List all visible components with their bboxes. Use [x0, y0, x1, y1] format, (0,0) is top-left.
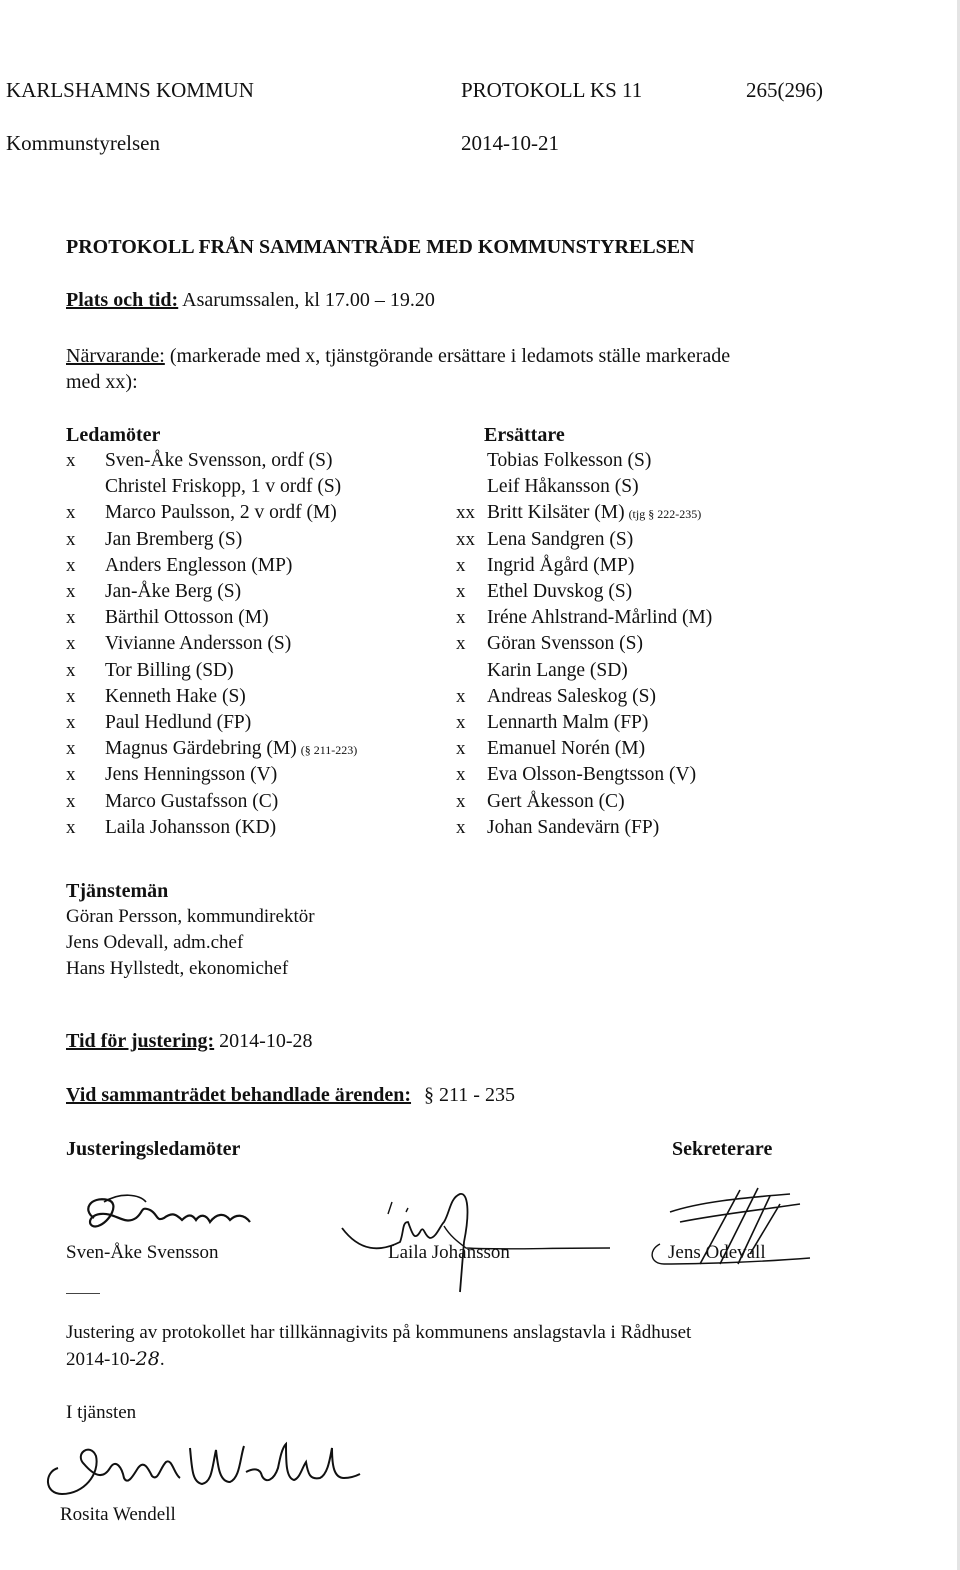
attendance-mark: x [456, 581, 466, 602]
attendee-row [487, 529, 633, 551]
attendee-name: Kenneth Hake (S) [105, 686, 246, 707]
official-name: Rosita Wendell [60, 1504, 176, 1525]
in-service-label: I tjänsten [66, 1402, 137, 1423]
attendee-row [105, 502, 337, 524]
adjusters-heading: Justeringsledamöter [66, 1138, 241, 1160]
page-number: 265(296) [746, 78, 823, 102]
attendee-name: Eva Olsson-Bengtsson (V) [487, 764, 697, 785]
attendee-name: Gert Åkesson (C) [487, 791, 625, 812]
official-row: Hans Hyllstedt, ekonomichef [66, 958, 289, 979]
adjust-time-line [66, 1030, 312, 1053]
notice-date-prefix: 2014-10- [66, 1349, 136, 1370]
attendance-mark: x [66, 450, 76, 471]
attendee-row [487, 607, 712, 629]
attendance-mark: x [456, 764, 466, 785]
place-label: Plats och tid: [66, 289, 179, 311]
attendance-mark: x [66, 660, 76, 681]
attendee-row [105, 712, 251, 734]
secretary-heading: Sekreterare [672, 1138, 773, 1160]
attendance-mark: x [456, 633, 466, 654]
attendance-mark: x [66, 529, 76, 550]
signer3-name: Jens Odevall [668, 1242, 766, 1263]
signature-rosita-wendell [40, 1438, 360, 1508]
signer1-name: Sven-Åke Svensson [66, 1242, 219, 1263]
attendance-mark: x [456, 686, 466, 707]
attendee-row [105, 476, 341, 498]
attendee-name: Jan Bremberg (S) [105, 529, 243, 550]
adjust-time-value: 2014-10-28 [219, 1030, 313, 1052]
attendee-row [487, 738, 645, 760]
attendee-name: Laila Johansson (KD) [105, 817, 277, 838]
present-text-cont: med xx): [66, 371, 138, 393]
attendee-name: Paul Hedlund (FP) [105, 712, 252, 733]
matters-value: § 211 - 235 [424, 1084, 515, 1106]
attendee-name: Tor Billing (SD) [105, 660, 234, 681]
attendance-mark: x [66, 633, 76, 654]
attendee-row [487, 633, 643, 655]
page-title: PROTOKOLL FRÅN SAMMANTRÄDE MED KOMMUNSTYRELSEN [66, 236, 695, 258]
signature-sven-ake-svensson [80, 1192, 260, 1242]
attendance-mark: x [66, 555, 76, 576]
board-name: Kommunstyrelsen [6, 131, 160, 155]
attendance-mark: x [456, 555, 466, 576]
notice-text: Justering av protokollet har tillkännagivits på kommunens anslagstavla i Rådhuset [66, 1322, 692, 1343]
attendee-row [487, 660, 628, 682]
attendee-name: Lena Sandgren (S) [487, 529, 634, 550]
attendee-row [105, 738, 357, 760]
attendance-mark: x [66, 817, 76, 838]
attendance-mark: x [66, 686, 76, 707]
matters-label: Vid sammanträdet behandlade ärenden: [66, 1084, 412, 1106]
attendee-name: Anders Englesson (MP) [105, 555, 293, 576]
attendee-row [487, 817, 659, 839]
attendance-mark: x [66, 738, 76, 759]
attendance-mark: x [66, 607, 76, 628]
attendee-name: Sven-Åke Svensson, ordf (S) [105, 450, 333, 471]
attendee-row [105, 581, 241, 603]
attendee-row [105, 633, 291, 655]
protocol-id: PROTOKOLL KS 11 [461, 78, 643, 102]
attendee-name: Christel Friskopp, 1 v ordf (S) [105, 476, 342, 497]
attendance-mark: x [66, 712, 76, 733]
meeting-date: 2014-10-21 [461, 131, 559, 155]
substitutes-heading: Ersättare [484, 424, 565, 446]
notice-date-handwritten: 28 [135, 1348, 160, 1370]
notice-date: 2014-10-28. [66, 1348, 165, 1370]
attendee-row [487, 581, 632, 603]
attendee-name: Göran Svensson (S) [487, 633, 643, 654]
attendee-row [105, 555, 292, 577]
attendee-name: Lennarth Malm (FP) [487, 712, 649, 733]
attendee-note: (tjg § 222-235) [628, 507, 702, 521]
attendance-mark: x [456, 607, 466, 628]
attendee-name: Jens Henningsson (V) [105, 764, 278, 785]
attendee-name: Jan-Åke Berg (S) [105, 581, 242, 602]
attendance-mark: x [66, 581, 76, 602]
members-heading: Ledamöter [66, 424, 161, 446]
attendance-mark: x [456, 817, 466, 838]
attendee-name: Vivianne Andersson (S) [105, 633, 292, 654]
attendee-row [487, 791, 625, 813]
attendee-name: Bärthil Ottosson (M) [105, 607, 269, 628]
attendee-row [105, 764, 277, 786]
attendee-name: Britt Kilsäter (M) [487, 502, 625, 523]
attendee-row [487, 764, 696, 786]
attendee-note: (§ 211-223) [300, 743, 358, 757]
attendance-mark: x [66, 502, 76, 523]
attendee-name: Leif Håkansson (S) [487, 476, 639, 497]
attendee-row [487, 712, 648, 734]
attendee-row [487, 686, 656, 708]
official-row: Jens Odevall, adm.chef [66, 932, 244, 953]
attendance-mark: xx [456, 502, 475, 523]
attendee-name: Andreas Saleskog (S) [487, 686, 656, 707]
present-line [66, 345, 730, 368]
attendee-row [487, 555, 634, 577]
attendee-name: Ingrid Ågård (MP) [487, 555, 635, 576]
attendance-mark: x [456, 712, 466, 733]
attendee-row [487, 476, 639, 498]
attendee-name: Marco Gustafsson (C) [105, 791, 279, 812]
attendee-row [105, 791, 278, 813]
attendee-name: Emanuel Norén (M) [487, 738, 646, 759]
place-line [66, 289, 435, 312]
signer2-name: Laila Johansson [388, 1242, 510, 1263]
org-name: KARLSHAMNS KOMMUN [6, 78, 254, 102]
attendee-name: Magnus Gärdebring (M) [105, 738, 297, 759]
attendance-mark: x [456, 791, 466, 812]
attendee-row [487, 502, 701, 524]
attendee-row [105, 660, 234, 682]
attendee-row [105, 450, 332, 472]
attendee-row [105, 817, 276, 839]
attendee-row [105, 529, 242, 551]
attendee-name: Karin Lange (SD) [487, 660, 628, 681]
place-value: Asarumssalen, kl 17.00 – 19.20 [182, 289, 435, 311]
present-label: Närvarande: [66, 345, 165, 367]
attendee-name: Ethel Duvskog (S) [487, 581, 633, 602]
attendee-name: Iréne Ahlstrand-Mårlind (M) [487, 607, 713, 628]
attendee-name: Johan Sandevärn (FP) [487, 817, 660, 838]
attendee-name: Marco Paulsson, 2 v ordf (M) [105, 502, 337, 523]
attendance-mark: x [456, 738, 466, 759]
present-text: (markerade med x, tjänstgörande ersättare i ledamots ställe markerade [169, 345, 731, 367]
attendance-mark: x [66, 764, 76, 785]
attendee-row [487, 450, 651, 472]
attendance-mark: x [66, 791, 76, 812]
officials-heading: Tjänstemän [66, 880, 169, 902]
short-rule [66, 1293, 100, 1294]
official-row: Göran Persson, kommundirektör [66, 906, 315, 927]
attendee-row [105, 686, 246, 708]
attendee-name: Tobias Folkesson (S) [487, 450, 652, 471]
attendance-mark: xx [456, 529, 475, 550]
attendee-row [105, 607, 269, 629]
matters-line [66, 1084, 515, 1107]
adjust-time-label: Tid för justering: [66, 1030, 215, 1052]
